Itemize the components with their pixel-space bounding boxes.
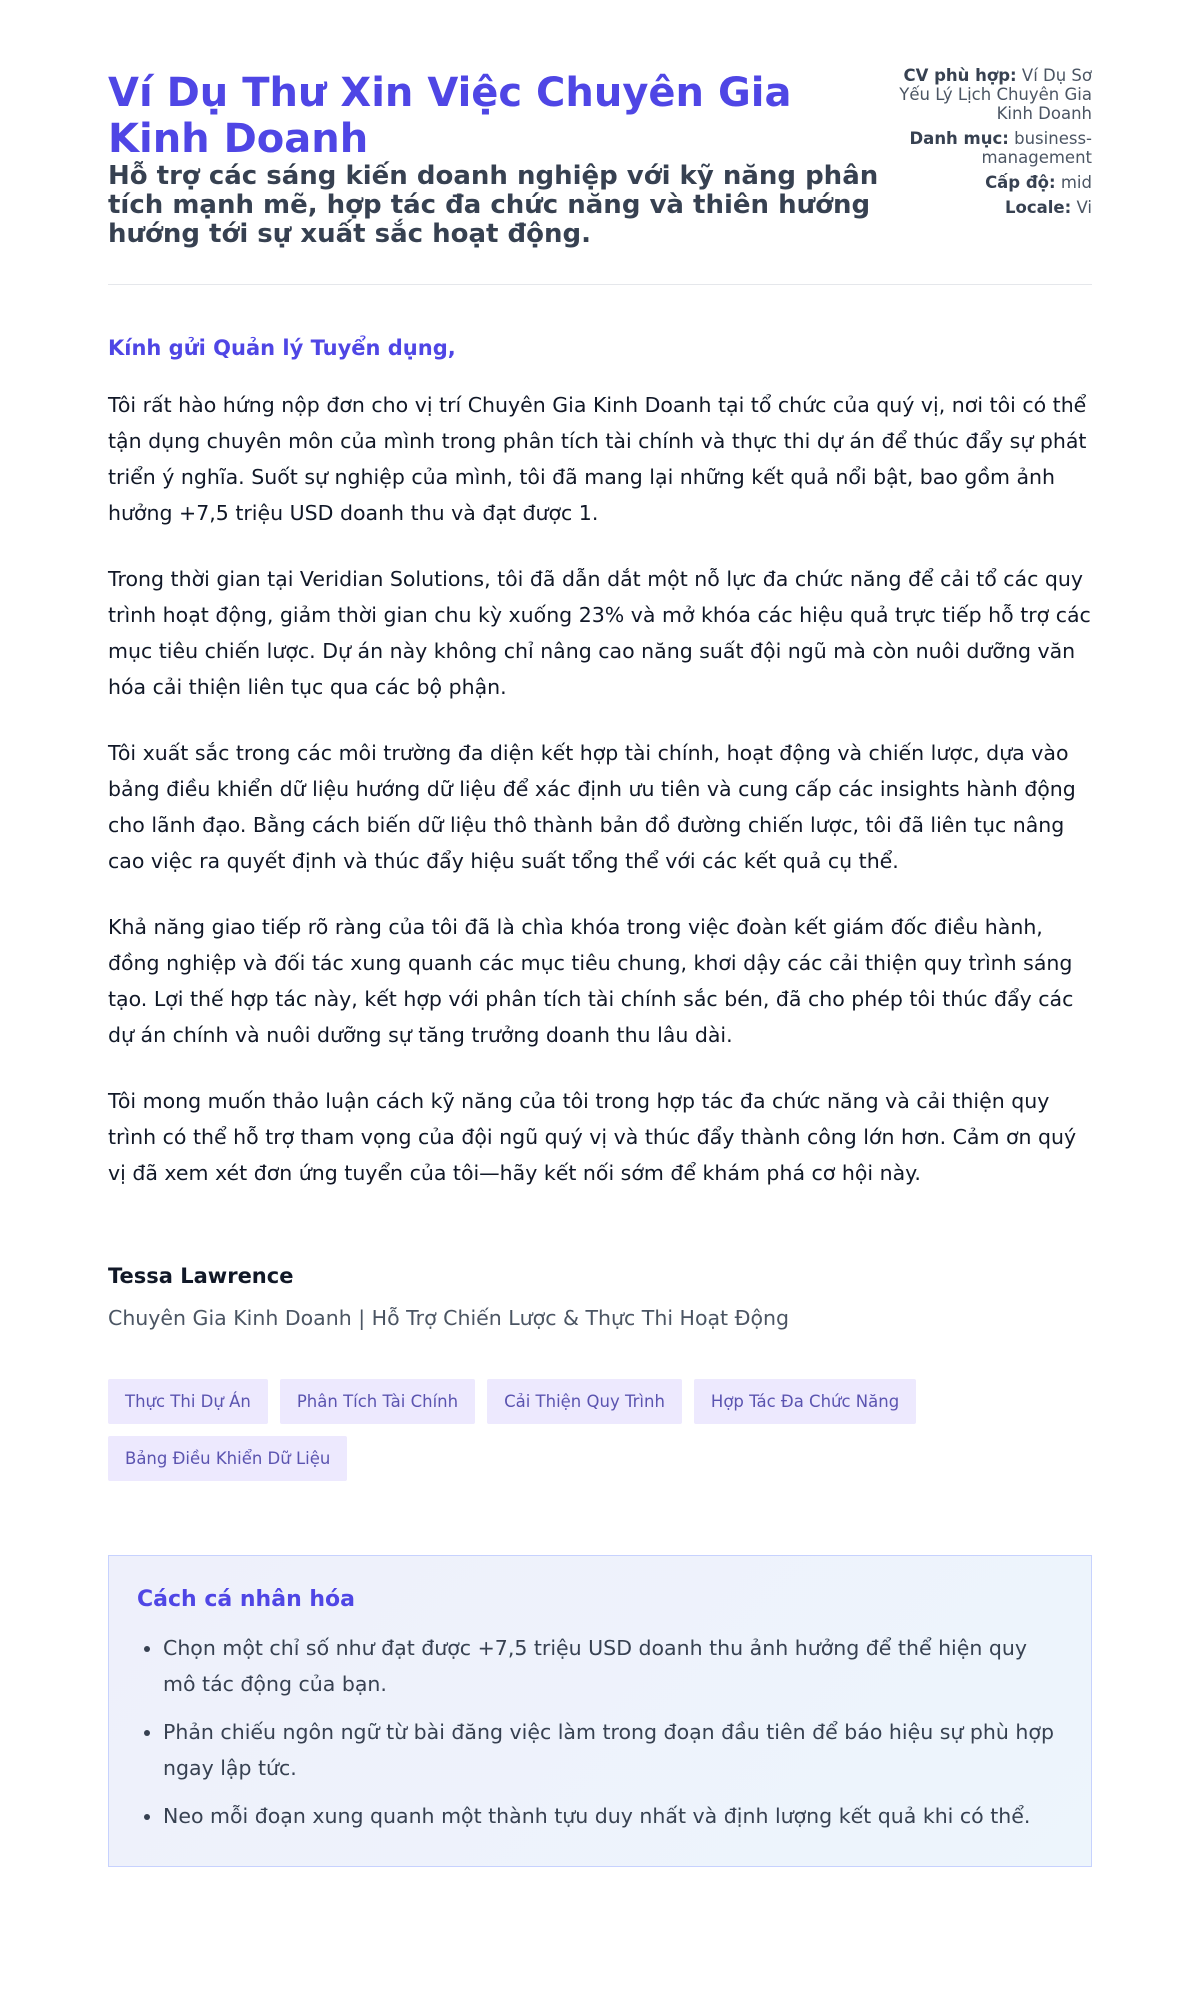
signature-name: Tessa Lawrence [108,1264,294,1288]
tip-item: • Neo mỗi đoạn xung quanh một thành tựu duy nhất và định lượng kết quả khi có thể. [163,1798,1063,1834]
letter-paragraph: Tôi rất hào hứng nộp đơn cho vị trí Chuyên Gia Kinh Doanh tại tổ chức của quý vị, nơi tôi có thể tận dụng chuyên môn của mình trong phân tích tài chính và thực thi dự án để thúc đẩy sự phát triển ý nghĩa. Suốt sự nghiệp của mình, tôi đã mang lại những kết quả nổi bật, bao gồm ảnh hưởng +7,5 triệu USD doanh thu và đạt được 1. [108,393,1087,525]
personalization-tips [108,1555,1092,1867]
skill-tag: Thực Thi Dự Án [108,1379,268,1424]
skill-tag: Bảng Điều Khiển Dữ Liệu [108,1436,347,1481]
meta-locale-label: Locale: [1005,198,1072,217]
meta-locale-value: Vi [1076,198,1092,217]
skill-tag: Cải Thiện Quy Trình [487,1379,682,1424]
meta-locale [892,198,1092,217]
letter-paragraph: Trong thời gian tại Veridian Solutions, tôi đã dẫn dắt một nỗ lực đa chức năng để cải tổ các quy trình hoạt động, giảm thời gian chu kỳ xuống 23% và mở khóa các hiệu quả trực tiếp hỗ trợ các mục tiêu chiến lược. Dự án này không chỉ nâng cao năng suất đội ngũ mà còn nuôi dưỡng văn hóa cải thiện liên tục qua các bộ phận. [108,567,1091,699]
meta-cv [892,66,1092,123]
tip-item: • Phản chiếu ngôn ngữ từ bài đăng việc làm trong đoạn đầu tiên để báo hiệu sự phù hợp ngay lập tức. [163,1714,1063,1786]
meta-level-label: Cấp độ: [985,173,1056,192]
skill-tag: Phân Tích Tài Chính [280,1379,475,1424]
tips-list [137,1630,1063,1834]
letter-greeting: Kính gửi Quản lý Tuyển dụng, [108,336,456,360]
letter-body [108,335,1092,1331]
letter-paragraph: Tôi mong muốn thảo luận cách kỹ năng của tôi trong hợp tác đa chức năng và cải thiện quy trình có thể hỗ trợ tham vọng của đội ngũ quý vị và thúc đẩy thành công lớn hơn. Cảm ơn quý vị đã xem xét đơn ứng tuyển của tôi—hãy kết nối sớm để khám phá cơ hội này. [108,1089,1077,1185]
skill-tag: Hợp Tác Đa Chức Năng [694,1379,916,1424]
meta-panel [892,66,1092,223]
signature-block [108,1263,1092,1331]
meta-level-value: mid [1060,173,1092,192]
meta-cv-value: Ví Dụ Sơ Yếu Lý Lịch Chuyên Gia Kinh Doanh [899,66,1092,123]
signature-title: Chuyên Gia Kinh Doanh | Hỗ Trợ Chiến Lược & Thực Thi Hoạt Động [108,1306,790,1330]
meta-category [892,129,1092,167]
tip-item: • Chọn một chỉ số như đạt được +7,5 triệu USD doanh thu ảnh hưởng để thể hiện quy mô tác động của bạn. [163,1630,1063,1702]
tips-title: Cách cá nhân hóa [137,1587,356,1612]
page-subtitle: Hỗ trợ các sáng kiến doanh nghiệp với kỹ năng phân tích mạnh mẽ, hợp tác đa chức năng và thiên hướng hướng tới sự xuất sắc hoạt động. [108,161,879,249]
meta-level [892,173,1092,192]
meta-category-value: business-management [981,129,1092,167]
meta-cv-label: CV phù hợp: [903,66,1017,85]
meta-category-label: Danh mục: [909,129,1009,148]
letter-paragraph: Khả năng giao tiếp rõ ràng của tôi đã là chìa khóa trong việc đoàn kết giám đốc điều hành, đồng nghiệp và đối tác xung quanh các mục tiêu chung, khơi dậy các cải thiện quy trình sáng tạo. Lợi thế hợp tác này, kết hợp với phân tích tài chính sắc bén, đã cho phép tôi thúc đẩy các dự án chính và nuôi dưỡng sự tăng trưởng doanh thu lâu dài. [108,915,1074,1047]
page-header [108,0,1092,285]
page-title: Ví Dụ Thư Xin Việc Chuyên Gia Kinh Doanh [108,70,792,162]
skill-tags [108,1379,1098,1481]
letter-paragraph: Tôi xuất sắc trong các môi trường đa diện kết hợp tài chính, hoạt động và chiến lược, dựa vào bảng điều khiển dữ liệu hướng dữ liệu để xác định ưu tiên và cung cấp các insights hành động cho lãnh đạo. Bằng cách biến dữ liệu thô thành bản đồ đường chiến lược, tôi đã liên tục nâng cao việc ra quyết định và thúc đẩy hiệu suất tổng thể với các kết quả cụ thể. [108,741,1076,873]
